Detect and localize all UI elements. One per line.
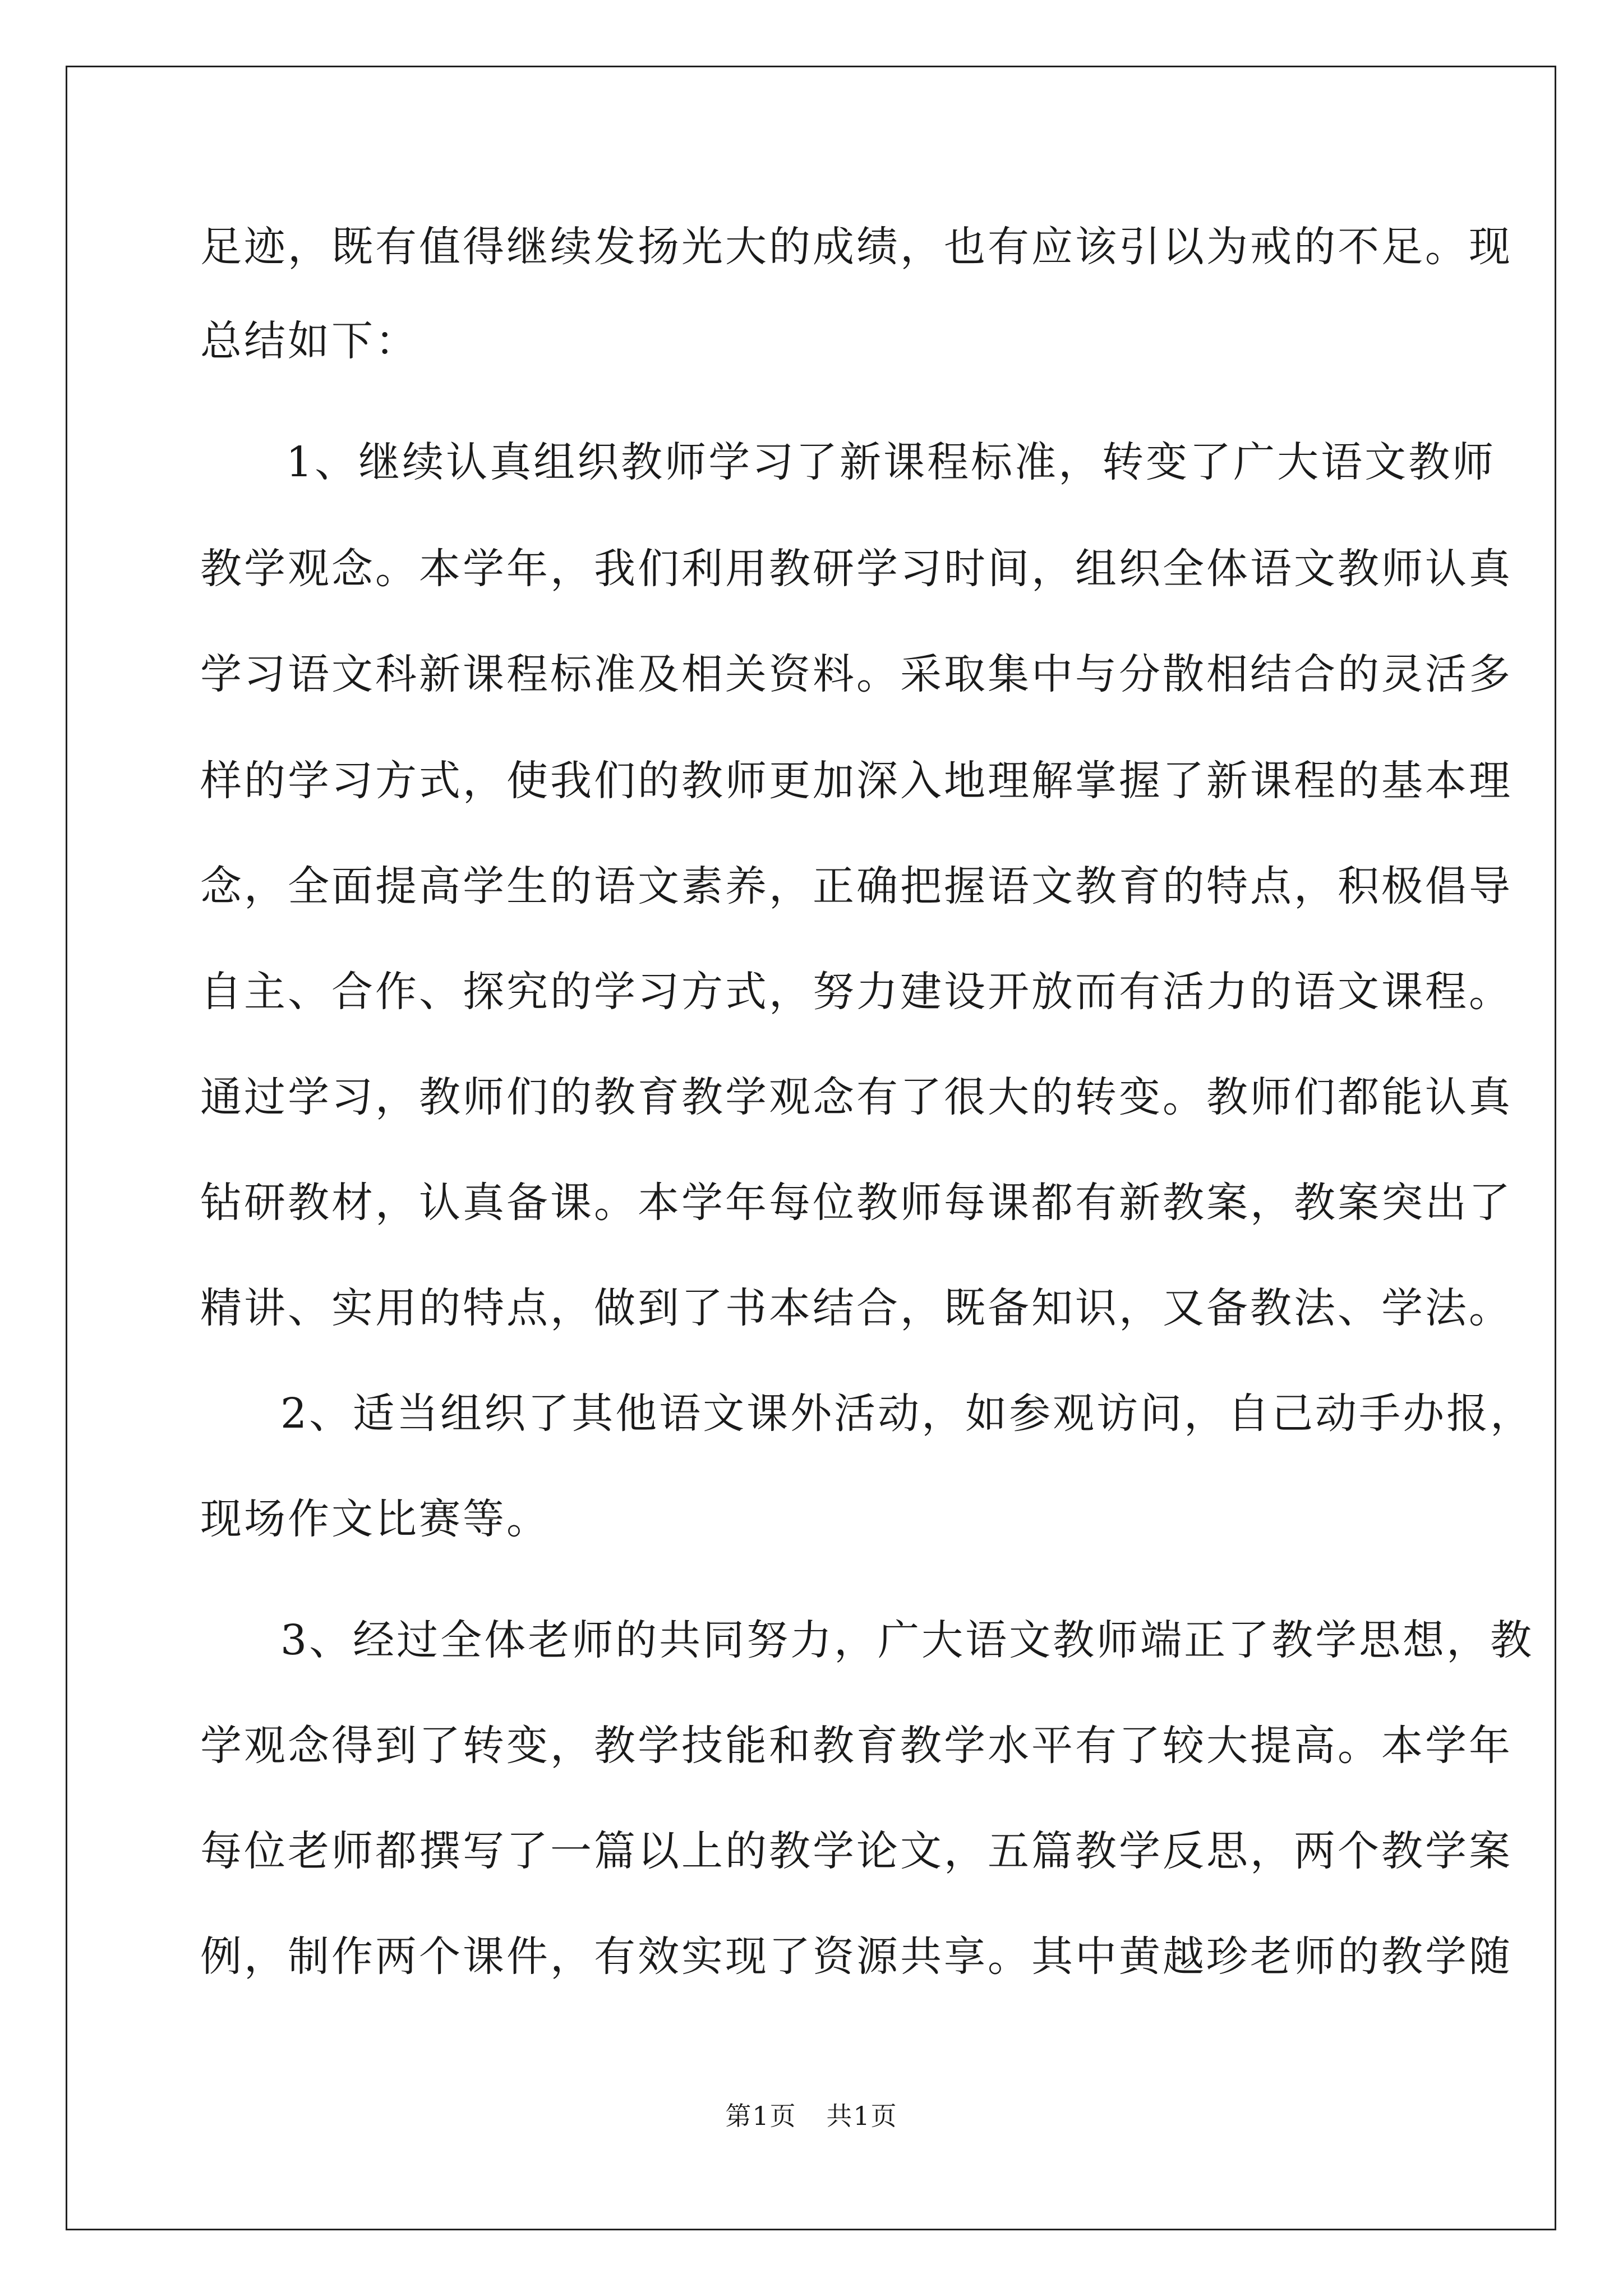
text-line: 2、适当组织了其他语文课外活动，如参观访问，自己动手办报， (280, 1389, 1534, 1438)
text-line: 样的学习方式，使我们的教师更加深入地理解掌握了新课程的基本理 (200, 757, 1513, 805)
text-line: 现场作文比赛等。 (200, 1495, 550, 1543)
page-border (66, 66, 1556, 2230)
text-line: 1、继续认真组织教师学习了新课程标准，转变了广大语文教师 (286, 438, 1496, 486)
text-line: 自主、合作、探究的学习方式，努力建设开放而有活力的语文课程。 (200, 968, 1513, 1016)
text-line: 总结如下： (200, 317, 419, 365)
text-line: 足迹，既有值得继续发扬光大的成绩，也有应该引以为戒的不足。现 (200, 223, 1513, 271)
text-line: 精讲、实用的特点，做到了书本结合，既备知识，又备教法、学法。 (200, 1284, 1513, 1332)
text-line: 例，制作两个课件，有效实现了资源共享。其中黄越珍老师的教学随 (200, 1932, 1513, 1981)
page-number: 第1页 (725, 2101, 797, 2131)
page-footer (0, 2099, 1623, 2133)
text-line: 学习语文科新课程标准及相关资料。采取集中与分散相结合的灵活多 (200, 650, 1513, 698)
text-line: 3、经过全体老师的共同努力，广大语文教师端正了教学思想，教 (280, 1616, 1534, 1664)
text-line: 教学观念。本学年，我们利用教研学习时间，组织全体语文教师认真 (200, 545, 1513, 593)
text-line: 每位老师都撰写了一篇以上的教学论文，五篇教学反思，两个教学案 (200, 1827, 1513, 1875)
text-line: 念，全面提高学生的语文素养，正确把握语文教育的特点，积极倡导 (200, 862, 1513, 910)
text-line: 通过学习，教师们的教育教学观念有了很大的转变。教师们都能认真 (200, 1073, 1513, 1121)
page-total: 共1页 (826, 2101, 898, 2131)
text-line: 钻研教材，认真备课。本学年每位教师每课都有新教案，教案突出了 (200, 1179, 1513, 1227)
text-line: 学观念得到了转变，教学技能和教育教学水平有了较大提高。本学年 (200, 1722, 1513, 1770)
